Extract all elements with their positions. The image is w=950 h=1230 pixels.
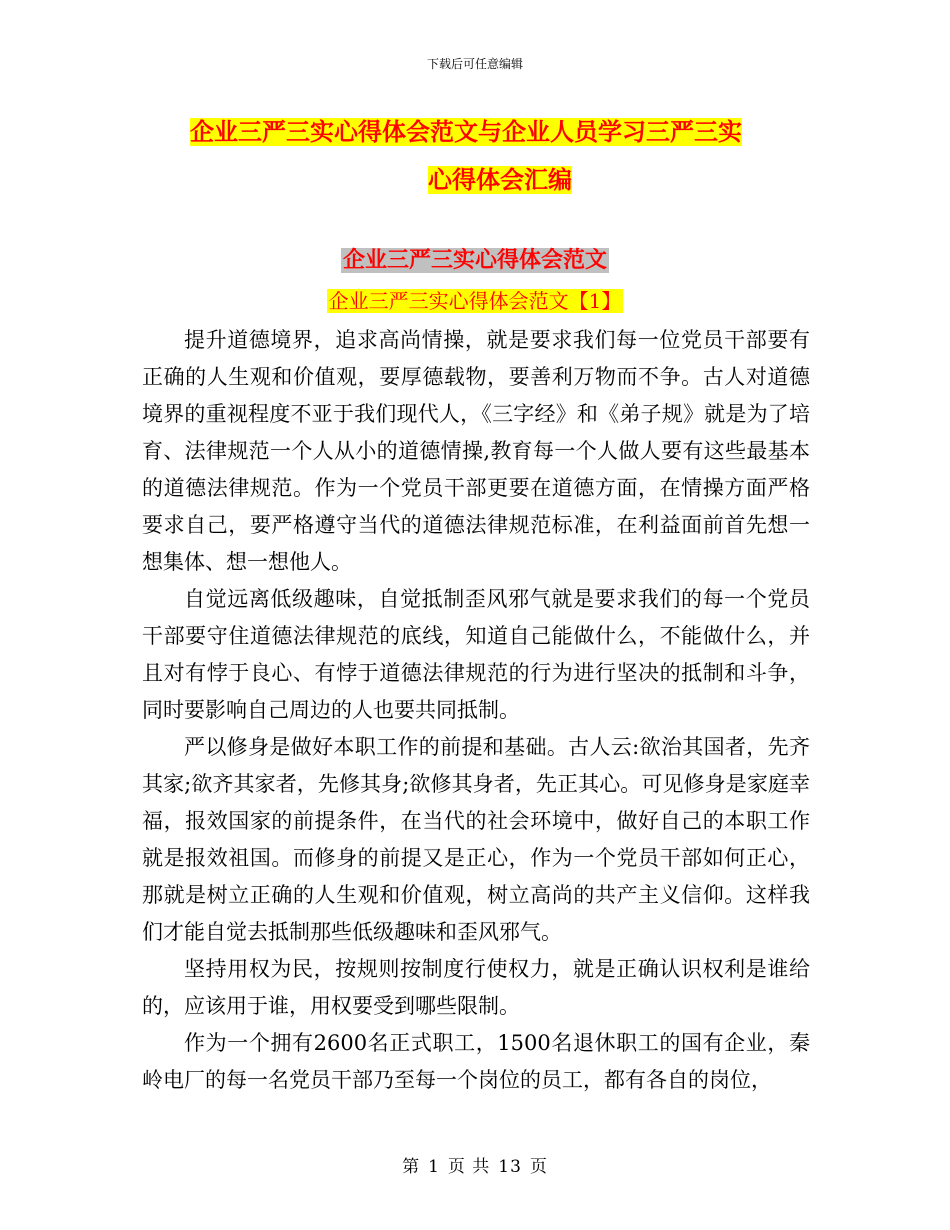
footer-middle: 页 共 (447, 1157, 491, 1177)
sub-title (0, 286, 950, 316)
document-title-line-1 (190, 108, 810, 156)
paragraph: 自觉远离低级趣味，自觉抵制歪风邪气就是要求我们的每一个党员干部要守住道德法律规范的底线，知道自己能做什么，不能做什么，并且对有悖于良心、有悖于道德法律规范的行为进行坚决的抵制和斗争，同时要影响自己周边的人也要共同抵制。 (142, 587, 810, 722)
document-title-line-2 (190, 156, 810, 204)
body-text (142, 322, 810, 1099)
paragraph: 作为一个拥有2600名正式职工，1500名退休职工的国有企业，秦岭电厂的每一名党员干部乃至每一个岗位的员工，都有各自的岗位， (142, 1031, 810, 1092)
paragraph: 坚持用权为民，按规则按制度行使权力，就是正确认识权利是谁给的，应该用于谁，用权要受到哪些限制。 (142, 957, 810, 1018)
page-header: 下载后可任意编辑 (426, 57, 523, 71)
paragraph: 严以修身是做好本职工作的前提和基础。古人云:欲治其国者，先齐其家;欲齐其家者，先修其身;欲修其身者，先正其心。可见修身是家庭幸福，报效国家的前提条件，在当代的社会环境中，做好自己的本职工作就是报效祖国。而修身的前提又是正心，作为一个党员干部如何正心，那就是树立正确的人生观和价值观，树立高尚的共产主义信仰。这样我们才能自觉去抵制那些低级趣味和歪风邪气。 (142, 735, 810, 944)
total-pages: 13 (498, 1157, 522, 1177)
section-title-text: 企业三严三实心得体会范文 (342, 248, 607, 273)
footer-suffix: 页 (529, 1157, 548, 1177)
page-footer (0, 1152, 950, 1177)
paragraph: 提升道德境界，追求高尚情操，就是要求我们每一位党员干部要有正确的人生观和价值观，要厚德载物，要善利万物而不争。古人对道德境界的重视程度不亚于我们现代人，《三字经》和《弟子规》就是为了培育、法律规范一个人从小的道德情操,教育每一个人做人要有这些最基本的道德法律规范。作为一个党员干部更要在道德方面，在情操方面严格要求自己，要严格遵守当代的道德法律规范标准，在利益面前首先想一想集体、想一想他人。 (142, 328, 810, 574)
document-title-line-2-text: 心得体会汇编 (428, 166, 572, 194)
footer-prefix: 第 (402, 1157, 421, 1177)
page-number: 1 (428, 1157, 440, 1177)
document-title (190, 108, 810, 204)
section-title (0, 246, 950, 276)
sub-title-text: 企业三严三实心得体会范文【1】 (328, 289, 622, 313)
document-title-line-1-text: 企业三严三实心得体会范文与企业人员学习三严三实 (190, 118, 742, 146)
